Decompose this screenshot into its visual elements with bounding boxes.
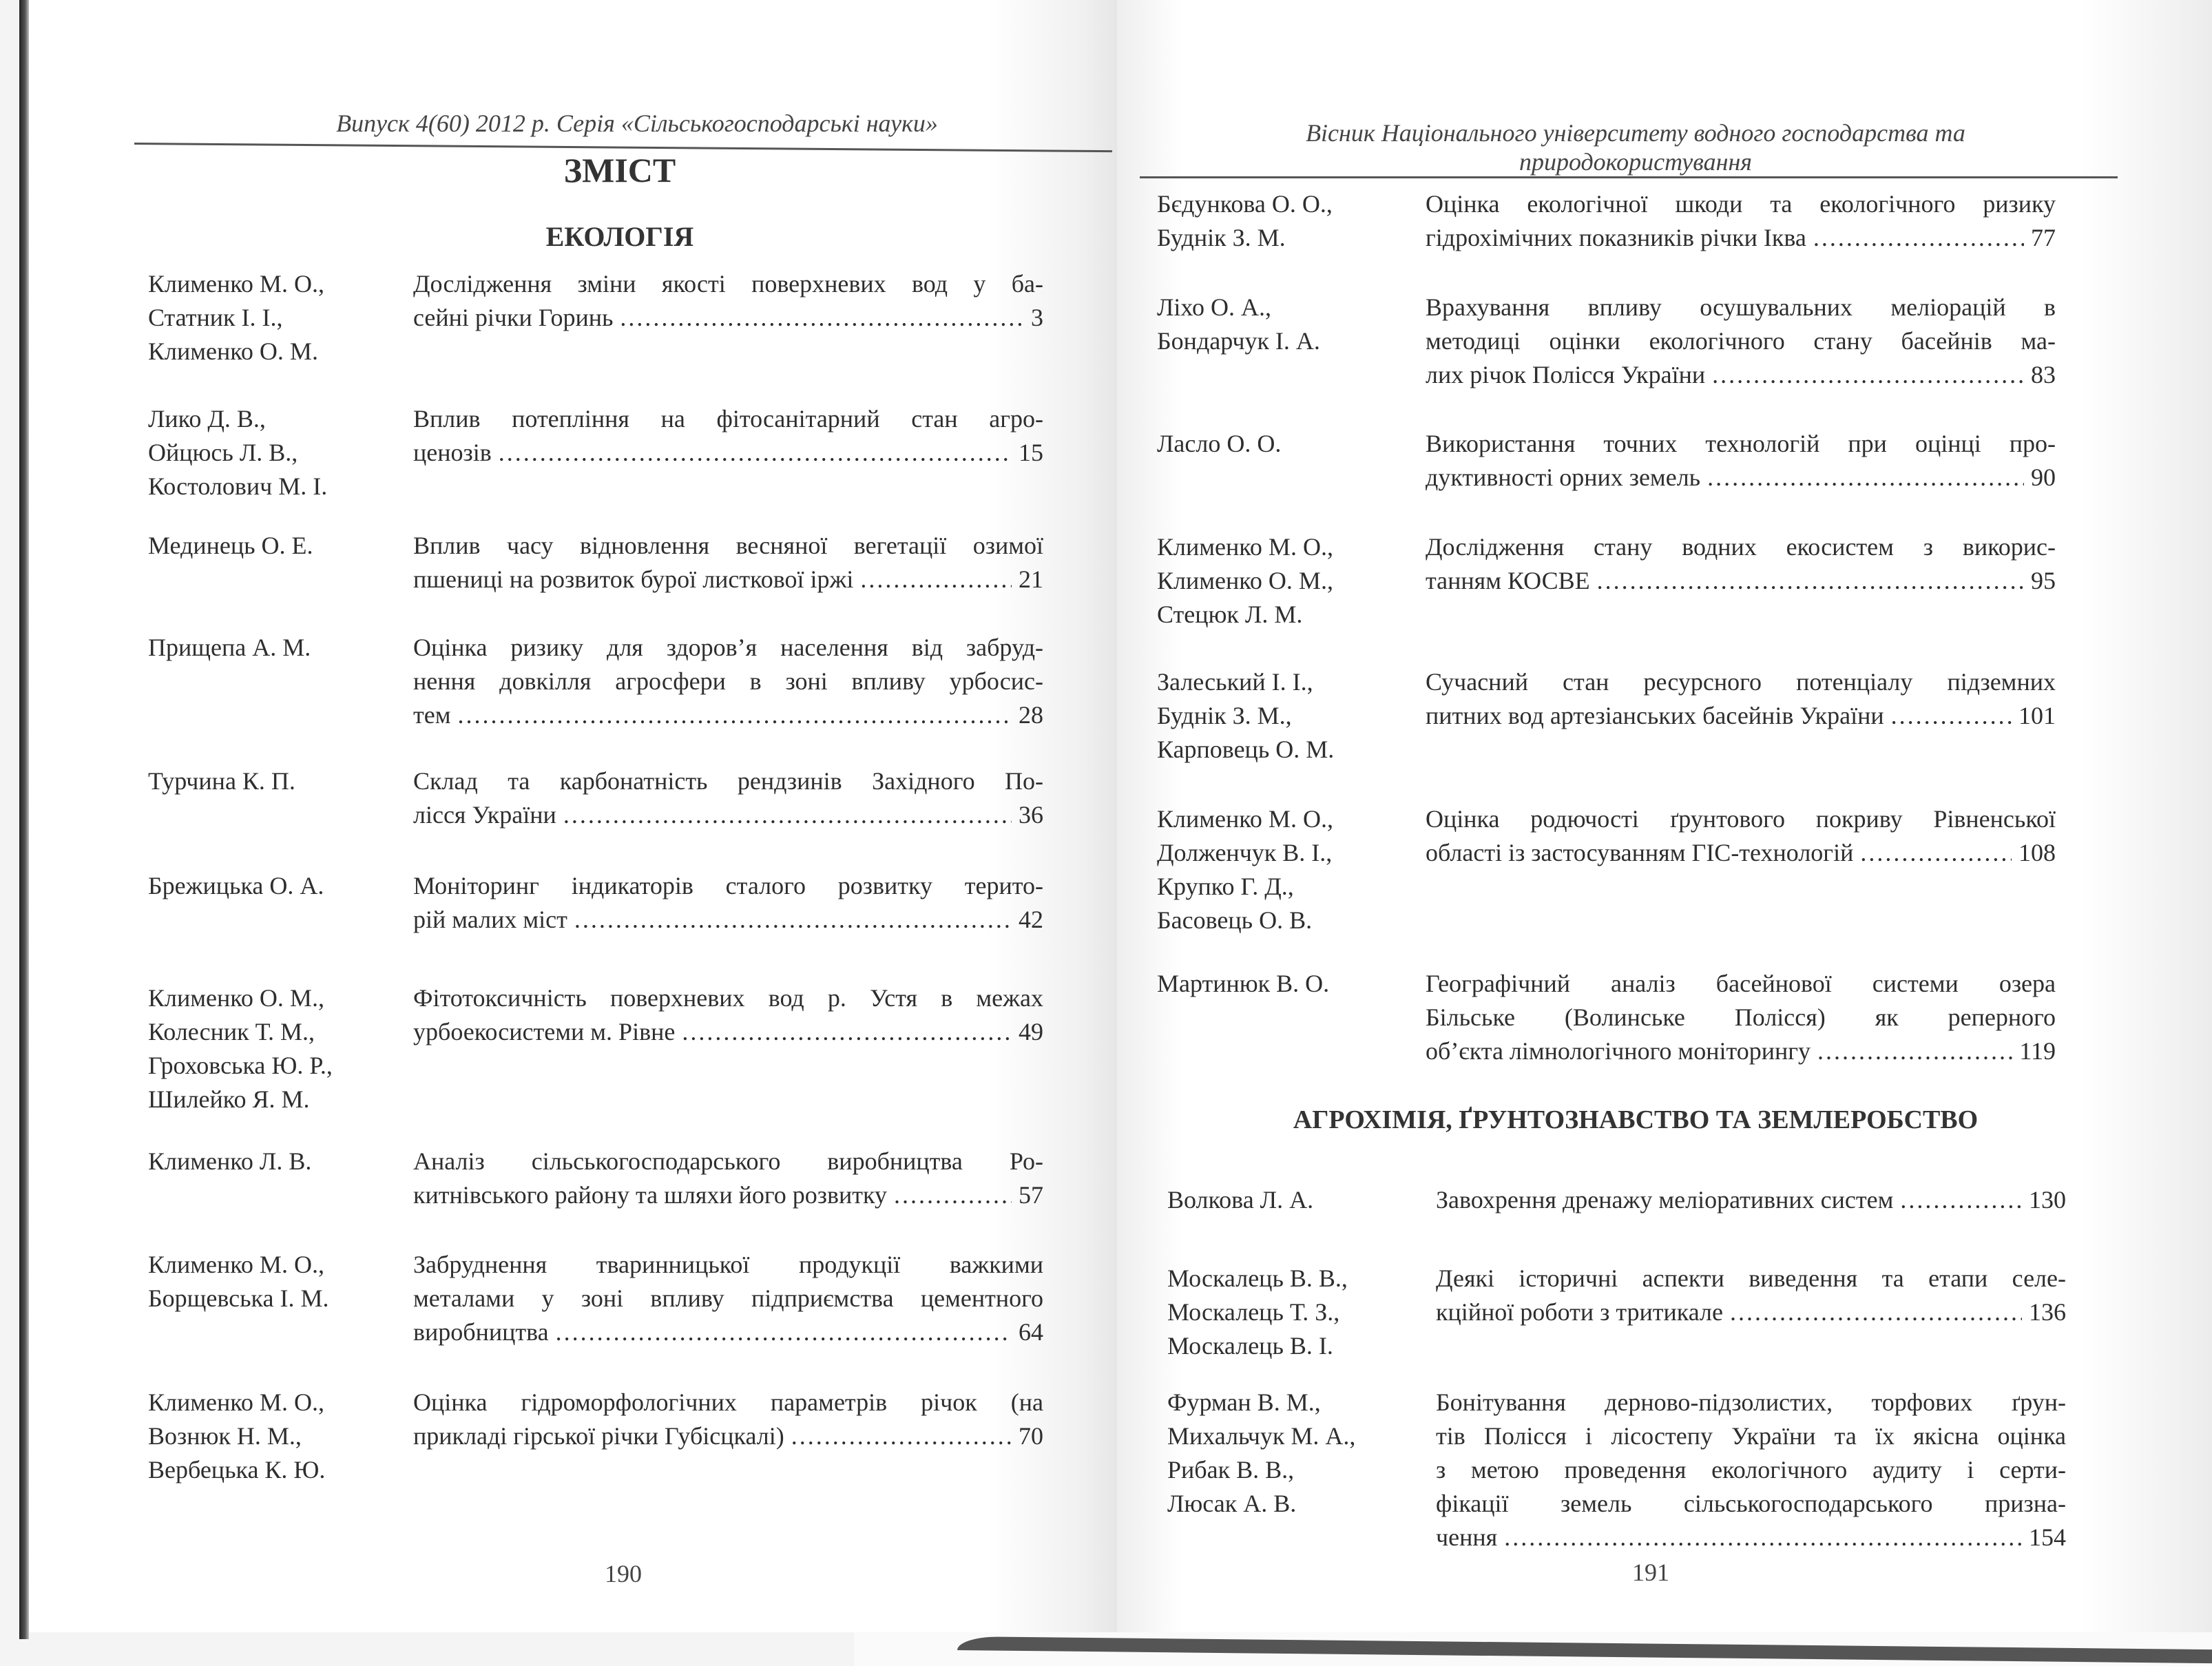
author-name: Лико Д. В., xyxy=(148,405,266,433)
title-line: ценозів xyxy=(413,439,492,466)
author-name: Колесник Т. М., xyxy=(148,1018,315,1045)
title-last-line xyxy=(1426,836,2056,870)
toc-entry-authors xyxy=(1157,187,1333,255)
author-name: Буднік З. М. xyxy=(1157,224,1286,251)
page-ref[interactable]: 49 xyxy=(1019,1018,1043,1045)
author-name: Клименко Л. В. xyxy=(148,1147,312,1175)
title-line: лих річок Полісся України xyxy=(1426,361,1706,388)
toc-entry-title xyxy=(413,869,1043,937)
toc-entry-authors xyxy=(1157,665,1334,767)
toc-entry-authors xyxy=(1157,802,1333,937)
toc-entry-title xyxy=(413,631,1043,732)
page-ref[interactable]: 42 xyxy=(1019,906,1043,933)
page-ref[interactable]: 36 xyxy=(1019,801,1043,829)
toc-entry-authors xyxy=(148,1386,325,1487)
title-line: Деякі історичні аспекти виведення та етапи селе- xyxy=(1436,1264,2066,1292)
title-line: виробництва xyxy=(413,1318,549,1346)
toc-entry-authors xyxy=(148,402,327,503)
title-line: з метою проведення екологічного аудиту і серти- xyxy=(1436,1456,2066,1483)
page-ref[interactable]: 154 xyxy=(2029,1523,2066,1551)
page-ref[interactable]: 3 xyxy=(1031,304,1043,331)
toc-entry-title xyxy=(1426,427,2056,494)
author-name: Крупко Г. Д., xyxy=(1157,873,1294,900)
toc-entry-title xyxy=(1426,665,2056,733)
book-spine-shadow xyxy=(19,0,29,1639)
title-last-line xyxy=(1436,1183,2066,1217)
title-line: Склад та карбонатність рендзинів Західного По- xyxy=(413,767,1043,795)
title-line: танням КОСВЕ xyxy=(1426,567,1590,594)
author-name: Залеський І. І., xyxy=(1157,668,1313,696)
leader-dots xyxy=(1817,1034,2012,1068)
author-name: Басовець О. В. xyxy=(1157,906,1313,934)
title-last-line xyxy=(1426,699,2056,733)
toc-entry-authors xyxy=(1167,1386,1355,1521)
author-name: Волкова Л. А. xyxy=(1167,1186,1314,1214)
author-name: Клименко О. М., xyxy=(1157,567,1333,594)
title-line: пшениці на розвиток бурої листкової іржі xyxy=(413,565,854,593)
page-ref[interactable]: 136 xyxy=(2029,1298,2066,1326)
title-line: Оцінка гідроморфологічних параметрів річок (на xyxy=(413,1388,1043,1416)
leader-dots xyxy=(791,1419,1012,1453)
leader-dots xyxy=(1712,358,2024,392)
author-name: Клименко О. М. xyxy=(148,337,318,365)
toc-entry-authors xyxy=(148,267,324,368)
toc-entry-title xyxy=(413,1248,1043,1349)
title-last-line xyxy=(413,903,1043,937)
left-page-number: 190 xyxy=(605,1560,642,1587)
author-name: Фурман В. М., xyxy=(1167,1388,1321,1416)
toc-entry-authors xyxy=(1167,1183,1313,1217)
title-last-line xyxy=(413,436,1043,470)
right-running-head-line1: Вісник Національного університету водного господарства та xyxy=(1306,119,1965,147)
author-name: Ласло О. О. xyxy=(1157,430,1282,457)
page-ref[interactable]: 77 xyxy=(2031,224,2056,251)
page-ref[interactable]: 130 xyxy=(2029,1186,2066,1214)
author-name: Мединець О. Е. xyxy=(148,532,313,559)
section-heading-agro: АГРОХІМІЯ, ҐРУНТОЗНАВСТВО ТА ЗЕМЛЕРОБСТВО xyxy=(1293,1105,1979,1134)
title-line: Моніторинг індикаторів сталого розвитку терито- xyxy=(413,872,1043,899)
toc-entry-title xyxy=(1426,291,2056,392)
author-name: Буднік З. М., xyxy=(1157,702,1292,729)
author-name: Вербецька К. Ю. xyxy=(148,1456,326,1483)
title-last-line xyxy=(413,1015,1043,1049)
toc-entry-title xyxy=(413,1386,1043,1453)
title-last-line xyxy=(1436,1521,2066,1554)
title-line: об’єкта лімнологічного моніторингу xyxy=(1426,1037,1811,1065)
author-name: Бондарчук І. А. xyxy=(1157,327,1320,355)
toc-entry-title xyxy=(1436,1183,2066,1217)
toc-entry-title xyxy=(413,529,1043,596)
title-last-line xyxy=(413,1315,1043,1349)
title-line: Дослідження зміни якості поверхневих вод у ба- xyxy=(413,270,1043,298)
toc-entry-authors xyxy=(1157,967,1329,1001)
author-name: Клименко О. М., xyxy=(148,984,324,1012)
author-name: Статник І. І., xyxy=(148,304,283,331)
page-ref[interactable]: 83 xyxy=(2031,361,2056,388)
toc-heading: ЗМІСТ xyxy=(563,151,676,189)
leader-dots xyxy=(499,436,1012,470)
title-last-line xyxy=(413,798,1043,832)
title-last-line xyxy=(1426,1034,2056,1068)
leader-dots xyxy=(1730,1295,2022,1329)
title-last-line xyxy=(1426,461,2056,494)
toc-entry-title xyxy=(1426,187,2056,255)
toc-entry-authors xyxy=(148,1248,328,1315)
toc-entry-authors xyxy=(148,1145,311,1178)
title-line: Завохрення дренажу меліоративних систем xyxy=(1436,1186,1894,1214)
toc-entry-authors xyxy=(1157,530,1333,632)
leader-dots xyxy=(1504,1521,2022,1554)
author-name: Ойцюсь Л. В., xyxy=(148,439,298,466)
author-name: Брежицька О. А. xyxy=(148,872,324,899)
author-name: Рибак В. В., xyxy=(1167,1456,1295,1483)
title-line: Врахування впливу осушувальних меліорацій в xyxy=(1426,293,2056,321)
toc-entry-authors xyxy=(148,869,324,903)
page-ref[interactable]: 15 xyxy=(1019,439,1043,466)
leader-dots xyxy=(1900,1183,2022,1217)
author-name: Клименко М. О., xyxy=(148,1251,324,1278)
right-running-head-line2: природокористування xyxy=(1519,148,1753,176)
right-header-rule xyxy=(1140,176,2118,178)
title-line: Забруднення тваринницької продукції важкими xyxy=(413,1251,1043,1278)
title-line: Більське (Волинське Полісся) як реперного xyxy=(1426,1003,2056,1031)
leader-dots xyxy=(1813,221,2024,255)
title-line: Сучасний стан ресурсного потенціалу підземних xyxy=(1426,668,2056,696)
title-line: гідрохімічних показників річки Іква xyxy=(1426,224,1806,251)
author-name: Гроховська Ю. Р., xyxy=(148,1052,333,1079)
title-last-line xyxy=(413,1178,1043,1212)
title-line: китнівського району та шляхи його розвитку xyxy=(413,1181,887,1209)
title-line: Оцінка ризику для здоров’я населення від забруд- xyxy=(413,634,1043,661)
toc-entry-title xyxy=(1426,967,2056,1068)
title-last-line xyxy=(1426,564,2056,598)
toc-entry-authors xyxy=(148,631,311,665)
author-name: Стецюк Л. М. xyxy=(1157,601,1303,628)
page-ref[interactable]: 21 xyxy=(1019,565,1043,593)
page-ref[interactable]: 57 xyxy=(1019,1181,1043,1209)
title-last-line xyxy=(1426,358,2056,392)
title-line: тем xyxy=(413,701,451,729)
author-name: Вознюк Н. М., xyxy=(148,1422,302,1450)
toc-entry-authors xyxy=(148,764,295,798)
title-line: фікації земель сільськогосподарського призна- xyxy=(1436,1490,2066,1517)
leader-dots xyxy=(894,1178,1012,1212)
author-name: Москалець В. І. xyxy=(1167,1332,1333,1360)
toc-entry-title xyxy=(413,1145,1043,1212)
title-line: Бонітування дерново-підзолистих, торфових ґрун- xyxy=(1436,1388,2066,1416)
toc-entry-authors xyxy=(148,981,333,1116)
leader-dots xyxy=(458,698,1012,732)
author-name: Ліхо О. А., xyxy=(1157,293,1272,321)
author-name: Шилейко Я. М. xyxy=(148,1085,310,1113)
title-line: Використання точних технологій при оцінці про- xyxy=(1426,430,2056,457)
title-line: Географічний аналіз басейнової системи озера xyxy=(1426,970,2056,997)
toc-entry-title xyxy=(413,981,1043,1049)
title-line: Дослідження стану водних екосистем з викорис- xyxy=(1426,533,2056,561)
page-ref[interactable]: 90 xyxy=(2031,464,2056,491)
page-ref[interactable]: 28 xyxy=(1019,701,1043,729)
page-ref[interactable]: 64 xyxy=(1019,1318,1043,1346)
title-line: Аналіз сільськогосподарського виробництва Ро- xyxy=(413,1147,1043,1175)
title-line: питних вод артезіанських басейнів України xyxy=(1426,702,1884,729)
title-line: нення довкілля агросфери в зоні впливу урбосис- xyxy=(413,667,1043,695)
title-line: дуктивності орних земель xyxy=(1426,464,1701,491)
title-line: лісся України xyxy=(413,801,556,829)
title-last-line xyxy=(1436,1295,2066,1329)
page-ref[interactable]: 70 xyxy=(1019,1422,1043,1450)
author-name: Борщевська І. М. xyxy=(148,1284,329,1312)
author-name: Турчина К. П. xyxy=(148,767,295,795)
author-name: Клименко М. О., xyxy=(148,1388,324,1416)
title-line: сейні річки Горинь xyxy=(413,304,614,331)
title-line: Фітотоксичність поверхневих вод р. Устя в межах xyxy=(413,984,1043,1012)
title-line: Оцінка родючості ґрунтового покриву Рівненської xyxy=(1426,805,2056,833)
author-name: Клименко М. О., xyxy=(1157,533,1333,561)
title-last-line xyxy=(1426,221,2056,255)
leader-dots xyxy=(1891,699,2012,733)
title-line: рій малих міст xyxy=(413,906,567,933)
title-line: області із застосуванням ГІС-технологій xyxy=(1426,839,1854,866)
title-last-line xyxy=(413,563,1043,596)
author-name: Михальчук М. А., xyxy=(1167,1422,1356,1450)
leader-dots xyxy=(860,563,1012,596)
page-ref[interactable]: 108 xyxy=(2018,839,2056,866)
leader-dots xyxy=(682,1015,1012,1049)
toc-entry-title xyxy=(413,764,1043,832)
title-line: чення xyxy=(1436,1523,1498,1551)
page-ref[interactable]: 101 xyxy=(2018,702,2056,729)
leader-dots xyxy=(574,903,1012,937)
toc-entry-title xyxy=(413,402,1043,470)
title-line: прикладі гірської річки Губісцкалі) xyxy=(413,1422,784,1450)
title-line: урбоекосистеми м. Рівне xyxy=(413,1018,676,1045)
author-name: Костолович М. І. xyxy=(148,472,328,500)
section-heading-ecology: ЕКОЛОГІЯ xyxy=(545,221,694,252)
toc-entry-title xyxy=(1436,1262,2066,1329)
leader-dots xyxy=(620,301,1024,335)
title-line: кційної роботи з тритикале xyxy=(1436,1298,1723,1326)
title-line: металами у зоні впливу підприємства цементного xyxy=(413,1284,1043,1312)
title-line: Оцінка екологічної шкоди та екологічного ризику xyxy=(1426,190,2056,218)
right-page-number: 191 xyxy=(1632,1559,1669,1586)
left-running-head: Випуск 4(60) 2012 р. Серія «Сільськогосподарські науки» xyxy=(336,110,938,137)
toc-entry-title xyxy=(1426,802,2056,870)
author-name: Москалець Т. З., xyxy=(1167,1298,1340,1326)
author-name: Долженчук В. І., xyxy=(1157,839,1333,866)
author-name: Бєдункова О. О., xyxy=(1157,190,1333,218)
title-last-line xyxy=(413,301,1043,335)
toc-entry-authors xyxy=(1157,291,1320,358)
leader-dots xyxy=(1597,564,2024,598)
title-line: Вплив потепління на фітосанітарний стан агро- xyxy=(413,405,1043,433)
leader-dots xyxy=(1707,461,2024,494)
title-line: Вплив часу відновлення весняної вегетації озимої xyxy=(413,532,1043,559)
toc-entry-authors xyxy=(148,529,313,563)
page-ref[interactable]: 95 xyxy=(2031,567,2056,594)
title-last-line xyxy=(413,1419,1043,1453)
toc-entry-title xyxy=(1426,530,2056,598)
toc-entry-authors xyxy=(1167,1262,1348,1363)
page-ref[interactable]: 119 xyxy=(2019,1037,2056,1065)
leader-dots xyxy=(563,798,1012,832)
author-name: Мартинюк В. О. xyxy=(1157,970,1330,997)
author-name: Карповець О. М. xyxy=(1157,736,1335,763)
title-line: методиці оцінки екологічного стану басейнів ма- xyxy=(1426,327,2056,355)
author-name: Москалець В. В., xyxy=(1167,1264,1348,1292)
leader-dots xyxy=(556,1315,1012,1349)
title-line: тів Полісся і лісостепу України та їх якісна оцінка xyxy=(1436,1422,2066,1450)
toc-entry-title xyxy=(413,267,1043,335)
toc-entry-title xyxy=(1436,1386,2066,1554)
title-last-line xyxy=(413,698,1043,732)
author-name: Клименко М. О., xyxy=(1157,805,1333,833)
leader-dots xyxy=(1860,836,2012,870)
author-name: Прищепа А. М. xyxy=(148,634,311,661)
author-name: Люсак А. В. xyxy=(1167,1490,1297,1517)
author-name: Клименко М. О., xyxy=(148,270,324,298)
toc-entry-authors xyxy=(1157,427,1281,461)
